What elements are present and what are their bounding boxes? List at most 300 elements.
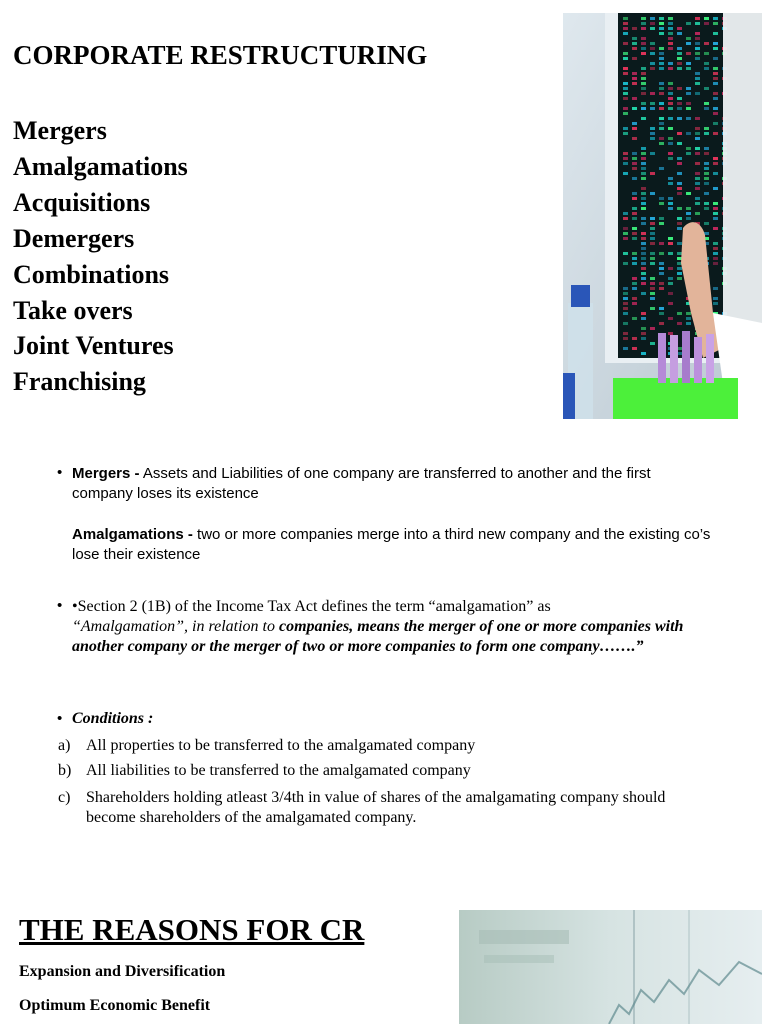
sequence-band [641, 157, 646, 160]
sequence-band [623, 252, 628, 255]
sequence-band [632, 212, 637, 215]
sequence-band [686, 67, 691, 70]
sequence-band [677, 322, 682, 325]
sequence-band [641, 87, 646, 90]
sequence-band [650, 152, 655, 155]
sequence-band [677, 52, 682, 55]
sequence-band [641, 252, 646, 255]
sequence-band [677, 312, 682, 315]
sequence-band [695, 147, 700, 150]
sequence-band [677, 252, 682, 255]
sequence-band [632, 302, 637, 305]
sequence-band [650, 342, 655, 345]
lab-monitor-photo [563, 13, 762, 419]
sequence-band [713, 122, 718, 125]
sequence-band [695, 197, 700, 200]
sequence-band [632, 72, 637, 75]
sequence-band [668, 102, 673, 105]
sequence-band [704, 207, 709, 210]
sequence-band [713, 77, 718, 80]
sequence-band [668, 42, 673, 45]
reason-item: Optimum Economic Benefit [19, 997, 211, 1014]
sequence-band [659, 67, 664, 70]
sequence-band [677, 107, 682, 110]
sequence-band [713, 97, 718, 100]
sequence-band [659, 47, 664, 50]
sequence-band [704, 182, 709, 185]
sequence-band [668, 202, 673, 205]
sequence-band [623, 72, 628, 75]
condition-text: Shareholders holding atleast 3/4th in value of shares of the amalgamating company should become shareholders of the amalgamated company. [86, 789, 666, 826]
sequence-band [677, 242, 682, 245]
sequence-band [704, 107, 709, 110]
sequence-band [623, 172, 628, 175]
bullet-dot: • [57, 710, 63, 727]
sequence-band [686, 42, 691, 45]
sequence-band [668, 207, 673, 210]
sequence-band [668, 37, 673, 40]
sequence-band [623, 107, 628, 110]
sequence-band [641, 152, 646, 155]
sequence-band [659, 122, 664, 125]
sequence-band [659, 202, 664, 205]
sequence-band [650, 282, 655, 285]
sequence-band [659, 82, 664, 85]
sequence-band [713, 42, 718, 45]
sequence-band [713, 187, 718, 190]
sequence-band [677, 27, 682, 30]
sequence-band [641, 172, 646, 175]
sequence-band [632, 42, 637, 45]
sequence-band [713, 72, 718, 75]
bullet-dot: • [57, 464, 63, 481]
sequence-band [659, 322, 664, 325]
sequence-band [659, 57, 664, 60]
sequence-band [632, 157, 637, 160]
sequence-band [641, 202, 646, 205]
sequence-band [650, 172, 655, 175]
sequence-band [641, 27, 646, 30]
sequence-band [632, 262, 637, 265]
sequence-band [668, 62, 673, 65]
sequence-band [623, 92, 628, 95]
sequence-band [713, 202, 718, 205]
sequence-band [641, 187, 646, 190]
sequence-band [659, 282, 664, 285]
sequence-band [650, 52, 655, 55]
sequence-band [632, 77, 637, 80]
sequence-band [650, 107, 655, 110]
sequence-band [704, 202, 709, 205]
sequence-band [623, 162, 628, 165]
sequence-band [641, 207, 646, 210]
bullet-dot: • [57, 597, 63, 614]
sequence-band [704, 62, 709, 65]
sequence-band [650, 287, 655, 290]
sequence-band [704, 127, 709, 130]
sequence-band [677, 32, 682, 35]
sequence-band [659, 52, 664, 55]
sequence-band [632, 217, 637, 220]
conditions-heading: Conditions : [72, 710, 154, 727]
sequence-band [659, 32, 664, 35]
sequence-band [713, 47, 718, 50]
sequence-band [632, 27, 637, 30]
condition-label: a) [58, 737, 71, 754]
sequence-band [713, 302, 718, 305]
sequence-band [713, 17, 718, 20]
sequence-band [713, 57, 718, 60]
sequence-band [713, 297, 718, 300]
sequence-band [695, 47, 700, 50]
list-item: Joint Ventures [13, 331, 174, 361]
sequence-band [623, 32, 628, 35]
sequence-band [677, 222, 682, 225]
sequence-band [650, 307, 655, 310]
sequence-band [632, 162, 637, 165]
sequence-band [668, 107, 673, 110]
sequence-band [641, 267, 646, 270]
sequence-band [659, 222, 664, 225]
sequence-band [632, 167, 637, 170]
sequence-band [668, 302, 673, 305]
sequence-band [686, 102, 691, 105]
sequence-band [641, 262, 646, 265]
sequence-band [713, 247, 718, 250]
sequence-band [668, 267, 673, 270]
sequence-band [677, 67, 682, 70]
sequence-band [677, 162, 682, 165]
sequence-band [686, 147, 691, 150]
sequence-band [641, 67, 646, 70]
sequence-band [659, 27, 664, 30]
sequence-band [677, 182, 682, 185]
sequence-band [668, 32, 673, 35]
sequence-band [641, 107, 646, 110]
sequence-band [659, 92, 664, 95]
sequence-band [641, 117, 646, 120]
slide-title: CORPORATE RESTRUCTURING [13, 40, 428, 70]
sequence-band [659, 137, 664, 140]
sequence-band [623, 97, 628, 100]
sequence-band [713, 252, 718, 255]
sequence-band [677, 132, 682, 135]
sequence-band [713, 22, 718, 25]
sequence-band [668, 117, 673, 120]
sequence-band [632, 57, 637, 60]
sequence-band [623, 52, 628, 55]
term-amalgamations: Amalgamations - [72, 526, 193, 543]
condition-item [58, 761, 738, 781]
sequence-band [623, 127, 628, 130]
sequence-band [695, 172, 700, 175]
sequence-band [641, 317, 646, 320]
sequence-band [632, 137, 637, 140]
sequence-band [713, 67, 718, 70]
sequence-band [668, 27, 673, 30]
sequence-band [668, 277, 673, 280]
sequence-band [650, 227, 655, 230]
list-item: Amalgamations [13, 151, 188, 181]
sequence-band [659, 167, 664, 170]
sequence-band [650, 222, 655, 225]
sequence-band [632, 197, 637, 200]
term-mergers: Mergers - [72, 465, 140, 482]
sequence-band [686, 62, 691, 65]
mergers-definition [72, 464, 712, 504]
sequence-band [632, 122, 637, 125]
sequence-band [623, 152, 628, 155]
sequence-band [641, 327, 646, 330]
sequence-band [686, 22, 691, 25]
sequence-band [641, 242, 646, 245]
sequence-band [659, 252, 664, 255]
list-item: Acquisitions [13, 187, 151, 217]
sequence-band [713, 212, 718, 215]
sequence-band [623, 157, 628, 160]
sequence-band [641, 237, 646, 240]
sequence-band [659, 287, 664, 290]
sequence-band [623, 287, 628, 290]
sequence-band [659, 197, 664, 200]
sequence-band [623, 132, 628, 135]
sequence-band [650, 137, 655, 140]
condition-text: All liabilities to be transferred to the amalgamated company [86, 762, 471, 779]
sequence-band [677, 102, 682, 105]
sequence-band [632, 82, 637, 85]
sequence-band [668, 87, 673, 90]
sequence-band [695, 182, 700, 185]
sequence-band [650, 242, 655, 245]
sequence-band [713, 82, 718, 85]
sequence-band [668, 177, 673, 180]
amalgamations-definition [72, 525, 712, 565]
sequence-band [632, 232, 637, 235]
sequence-band [686, 217, 691, 220]
sequence-band [650, 217, 655, 220]
sequence-band [704, 222, 709, 225]
sequence-band [677, 47, 682, 50]
sequence-band [686, 37, 691, 40]
sequence-band [650, 42, 655, 45]
sequence-band [668, 332, 673, 335]
sequence-band [623, 332, 628, 335]
sequence-band [650, 127, 655, 130]
sequence-band [713, 227, 718, 230]
sequence-band [704, 162, 709, 165]
sequence-band [659, 17, 664, 20]
sequence-band [686, 317, 691, 320]
sequence-band [659, 107, 664, 110]
sequence-band [632, 37, 637, 40]
sequence-band [650, 27, 655, 30]
sequence-band [641, 52, 646, 55]
sequence-band [686, 87, 691, 90]
sequence-band [650, 262, 655, 265]
sequence-band [686, 192, 691, 195]
sequence-band [713, 262, 718, 265]
sequence-band [695, 57, 700, 60]
sequence-band [632, 287, 637, 290]
reason-item: Expansion and Diversification [19, 963, 226, 980]
sequence-band [650, 22, 655, 25]
sequence-band [659, 127, 664, 130]
sequence-band [623, 302, 628, 305]
sequence-band [668, 22, 673, 25]
sequence-band [704, 102, 709, 105]
sequence-band [632, 237, 637, 240]
sequence-band [659, 267, 664, 270]
sequence-band [713, 92, 718, 95]
sequence-band [641, 102, 646, 105]
sequence-band [659, 22, 664, 25]
sequence-band [704, 132, 709, 135]
sequence-band [713, 217, 718, 220]
sequence-band [668, 237, 673, 240]
sequence-band [632, 207, 637, 210]
sequence-band [668, 142, 673, 145]
sequence-band [623, 17, 628, 20]
sequence-band [641, 292, 646, 295]
sequence-band [650, 257, 655, 260]
sequence-band [623, 307, 628, 310]
sequence-band [677, 62, 682, 65]
sequence-band [704, 52, 709, 55]
sequence-band [713, 107, 718, 110]
sequence-band [695, 72, 700, 75]
sequence-band [668, 67, 673, 70]
sequence-band [632, 227, 637, 230]
sequence-band [695, 202, 700, 205]
sequence-band [632, 347, 637, 350]
sequence-band [668, 137, 673, 140]
sequence-band [695, 212, 700, 215]
sequence-band [641, 277, 646, 280]
mergers-text: Assets and Liabilities of one company are transferred to another and the first company loses its existence [72, 465, 651, 502]
sequence-band [623, 347, 628, 350]
sequence-band [668, 292, 673, 295]
sequence-band [677, 157, 682, 160]
sequence-band [695, 22, 700, 25]
sequence-band [623, 212, 628, 215]
list-item: Take overs [13, 295, 133, 325]
sequence-band [650, 277, 655, 280]
sequence-band [713, 287, 718, 290]
sequence-band [641, 17, 646, 20]
sequence-band [677, 267, 682, 270]
sequence-band [641, 162, 646, 165]
sequence-band [632, 257, 637, 260]
sequence-band [632, 282, 637, 285]
sequence-band [641, 272, 646, 275]
sequence-band [695, 127, 700, 130]
sequence-band [686, 117, 691, 120]
sequence-band [677, 217, 682, 220]
sequence-band [713, 257, 718, 260]
sequence-band [632, 337, 637, 340]
sequence-band [713, 242, 718, 245]
sequence-band [623, 227, 628, 230]
sequence-band [668, 92, 673, 95]
sequence-band [632, 252, 637, 255]
sequence-band [677, 97, 682, 100]
sequence-band [641, 222, 646, 225]
sequence-band [668, 242, 673, 245]
sequence-band [677, 277, 682, 280]
sequence-band [632, 297, 637, 300]
sequence-band [632, 152, 637, 155]
quote-bold: companies, means the merger of one or more companies with another company or the merger of two or more companies to form one company…….” [72, 618, 684, 655]
sequence-band [641, 167, 646, 170]
sequence-band [623, 237, 628, 240]
list-item: Franchising [13, 367, 146, 397]
sequence-band [686, 207, 691, 210]
sequence-band [623, 322, 628, 325]
sequence-band [695, 152, 700, 155]
sequence-band [632, 177, 637, 180]
sequence-band [659, 87, 664, 90]
sequence-band [641, 37, 646, 40]
sequence-band [677, 227, 682, 230]
blurred-chart-photo [459, 910, 762, 1024]
sequence-band [686, 152, 691, 155]
sequence-band [650, 297, 655, 300]
sequence-band [686, 132, 691, 135]
list-item: Mergers [13, 116, 107, 145]
sequence-band [623, 112, 628, 115]
sequence-band [623, 27, 628, 30]
sequence-band [677, 57, 682, 60]
sequence-band [713, 32, 718, 35]
condition-item [58, 788, 718, 828]
sequence-band [686, 92, 691, 95]
sequence-band [704, 177, 709, 180]
sequence-band [704, 87, 709, 90]
sequence-band [623, 297, 628, 300]
sequence-band [704, 152, 709, 155]
sequence-band [632, 192, 637, 195]
sequence-band [641, 22, 646, 25]
sequence-band [650, 47, 655, 50]
sequence-band [650, 67, 655, 70]
sequence-band [713, 132, 718, 135]
sequence-band [623, 232, 628, 235]
sequence-band [677, 172, 682, 175]
sequence-band [668, 127, 673, 130]
sequence-band [659, 262, 664, 265]
sequence-band [623, 22, 628, 25]
sequence-band [650, 292, 655, 295]
sequence-band [650, 132, 655, 135]
sequence-band [641, 337, 646, 340]
sequence-band [695, 32, 700, 35]
condition-label: b) [58, 762, 72, 779]
sequence-band [659, 117, 664, 120]
slide-title: THE REASONS FOR CR [19, 912, 365, 947]
sequence-band [686, 312, 691, 315]
sequence-band [659, 142, 664, 145]
sequence-band [623, 67, 628, 70]
sequence-band [704, 167, 709, 170]
sequence-band [659, 242, 664, 245]
sequence-band [632, 97, 637, 100]
sequence-band [659, 307, 664, 310]
condition-label: c) [58, 789, 71, 806]
list-item: Demergers [13, 223, 135, 253]
sequence-band [704, 17, 709, 20]
sequence-band [623, 292, 628, 295]
restructuring-types-list [13, 113, 188, 400]
